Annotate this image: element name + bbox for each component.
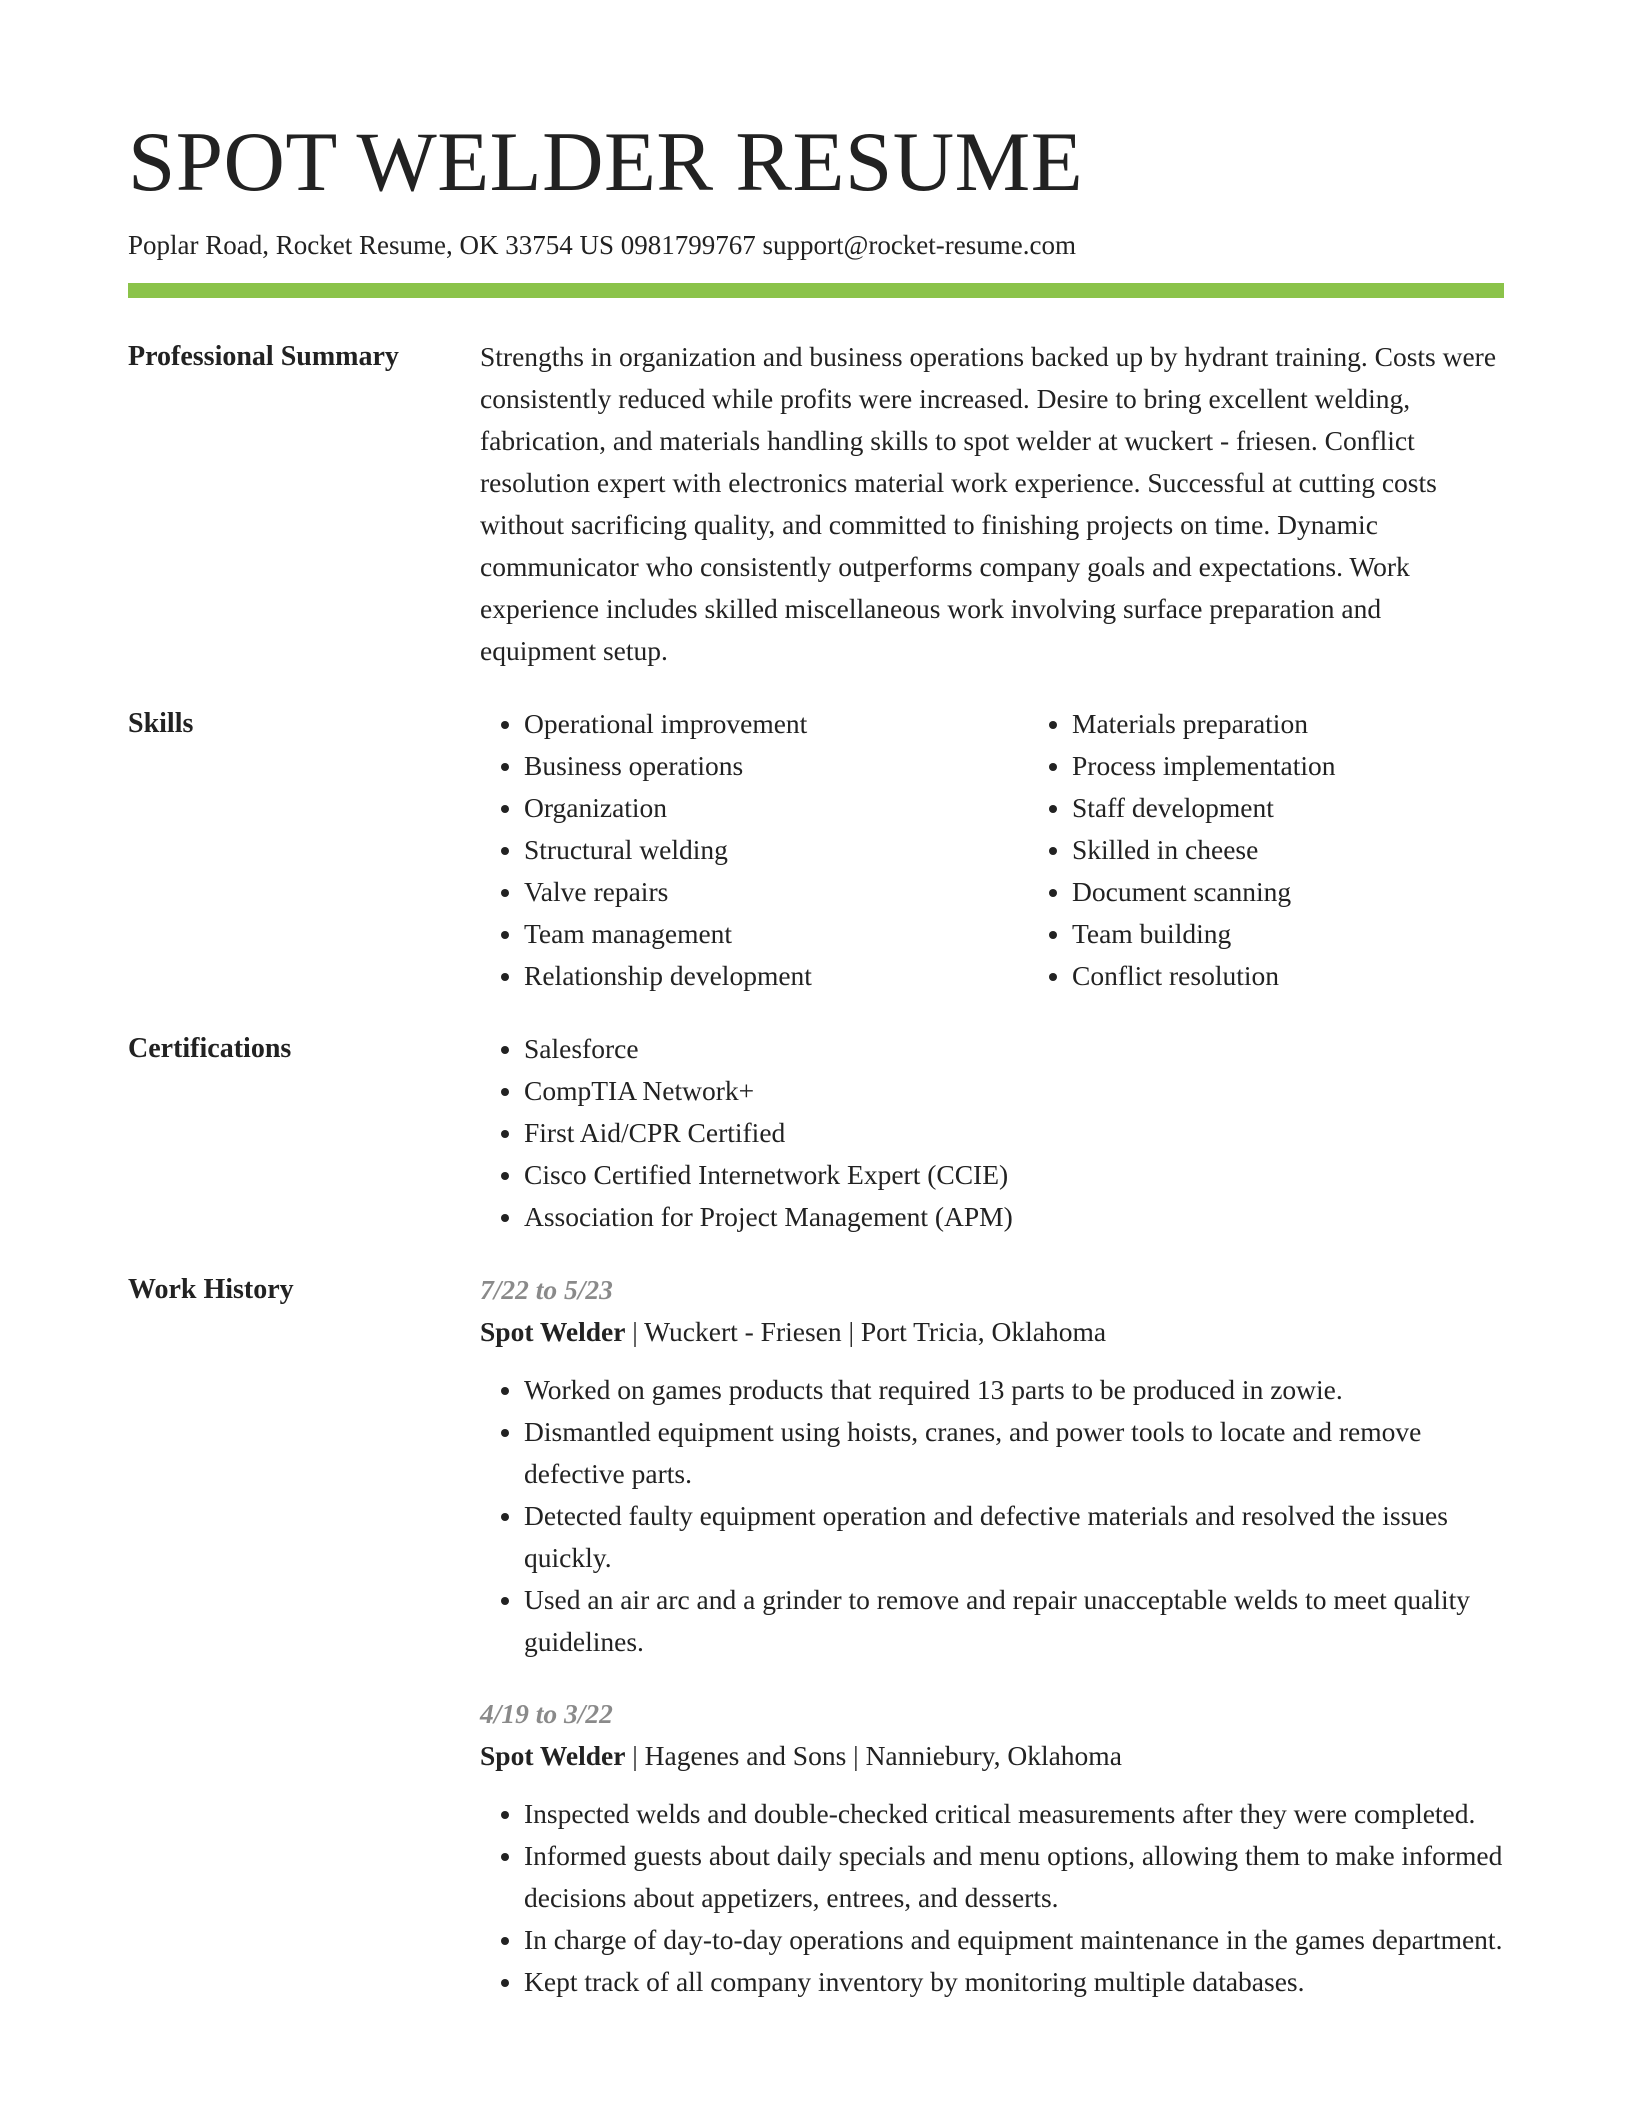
job-details: | Hagenes and Sons | Nanniebury, Oklahoma bbox=[625, 1740, 1122, 1772]
skill-item: • Skilled in cheese bbox=[1072, 829, 1504, 871]
job-bullet: • Inspected welds and double-checked critical measurements after they were completed. bbox=[524, 1793, 1504, 1835]
job-role: Spot Welder bbox=[480, 1740, 626, 1772]
certifications-section bbox=[128, 1028, 1504, 1238]
skill-item: • Business operations bbox=[524, 745, 1028, 787]
job-bullets bbox=[480, 1793, 1504, 2003]
skill-item: • Document scanning bbox=[1072, 871, 1504, 913]
contact-email: support@rocket-resume.com bbox=[762, 230, 1076, 260]
job-entry bbox=[480, 1269, 1504, 1663]
summary-section bbox=[128, 336, 1504, 672]
resume-title: SPOT WELDER RESUME bbox=[128, 115, 1084, 209]
skill-item: • Relationship development bbox=[524, 955, 1028, 997]
contact-line bbox=[128, 229, 1504, 261]
certification-item: • First Aid/CPR Certified bbox=[524, 1112, 1504, 1154]
job-role: Spot Welder bbox=[480, 1316, 626, 1348]
section-title-work-history: Work History bbox=[128, 1274, 294, 1306]
job-bullet: • Detected faulty equipment operation and defective materials and resolved the issues quickly. bbox=[524, 1495, 1504, 1579]
skill-item: • Organization bbox=[524, 787, 1028, 829]
work-history-section bbox=[128, 1269, 1504, 2003]
job-bullet: • Informed guests about daily specials and menu options, allowing them to make informed decisions about appetizers, entrees, and desserts. bbox=[524, 1835, 1504, 1919]
certifications-list bbox=[480, 1028, 1504, 1238]
skills-section bbox=[128, 703, 1504, 997]
skill-item: • Materials preparation bbox=[1072, 703, 1504, 745]
job-bullet: • Dismantled equipment using hoists, cranes, and power tools to locate and remove defective parts. bbox=[524, 1411, 1504, 1495]
job-bullet: • Kept track of all company inventory by monitoring multiple databases. bbox=[524, 1961, 1504, 2003]
job-entry bbox=[480, 1693, 1504, 2003]
job-heading bbox=[480, 1735, 1504, 1777]
certification-item: • Salesforce bbox=[524, 1028, 1504, 1070]
contact-phone: 0981799767 bbox=[620, 230, 756, 260]
job-details: | Wuckert - Friesen | Port Tricia, Oklahoma bbox=[625, 1316, 1107, 1348]
section-title-summary: Professional Summary bbox=[128, 341, 399, 373]
section-title-skills: Skills bbox=[128, 708, 194, 740]
job-heading bbox=[480, 1311, 1504, 1353]
skills-list-left bbox=[480, 703, 1028, 997]
skill-item: • Process implementation bbox=[1072, 745, 1504, 787]
job-bullet: • Worked on games products that required 13 parts to be produced in zowie. bbox=[524, 1369, 1504, 1411]
skill-item: • Structural welding bbox=[524, 829, 1028, 871]
skills-list-right bbox=[1028, 703, 1504, 997]
skill-item: • Conflict resolution bbox=[1072, 955, 1504, 997]
job-bullet: • In charge of day-to-day operations and equipment maintenance in the games department. bbox=[524, 1919, 1504, 1961]
job-bullets bbox=[480, 1369, 1504, 1663]
job-bullet: • Used an air arc and a grinder to remove and repair unacceptable welds to meet quality guidelines. bbox=[524, 1579, 1504, 1663]
skill-item: • Operational improvement bbox=[524, 703, 1028, 745]
certification-item: • Cisco Certified Internetwork Expert (CCIE) bbox=[524, 1154, 1504, 1196]
summary-text: Strengths in organization and business operations backed up by hydrant training. Costs were consistently reduced while profits were increased. Desire to bring excellent welding, fabrication, and materials handling skills to spot welder at wuckert - friesen. Conflict resolution expert with electronics material work experience. Successful at cutting costs without sacrificing quality, and committed to finishing projects on time. Dynamic communicator who consistently outperforms company goals and expectations. Work experience includes skilled miscellaneous work involving surface preparation and equipment setup. bbox=[480, 341, 1497, 667]
skill-item: • Team building bbox=[1072, 913, 1504, 955]
skill-item: • Team management bbox=[524, 913, 1028, 955]
section-title-certifications: Certifications bbox=[128, 1033, 292, 1065]
header-divider bbox=[128, 283, 1504, 298]
skill-item: • Staff development bbox=[1072, 787, 1504, 829]
certification-item: • Association for Project Management (APM) bbox=[524, 1196, 1504, 1238]
skill-item: • Valve repairs bbox=[524, 871, 1028, 913]
job-dates: 4/19 to 3/22 bbox=[480, 1698, 613, 1730]
contact-address: Poplar Road, Rocket Resume, OK 33754 US bbox=[128, 230, 614, 260]
certification-item: • CompTIA Network+ bbox=[524, 1070, 1504, 1112]
job-dates: 7/22 to 5/23 bbox=[480, 1274, 613, 1306]
